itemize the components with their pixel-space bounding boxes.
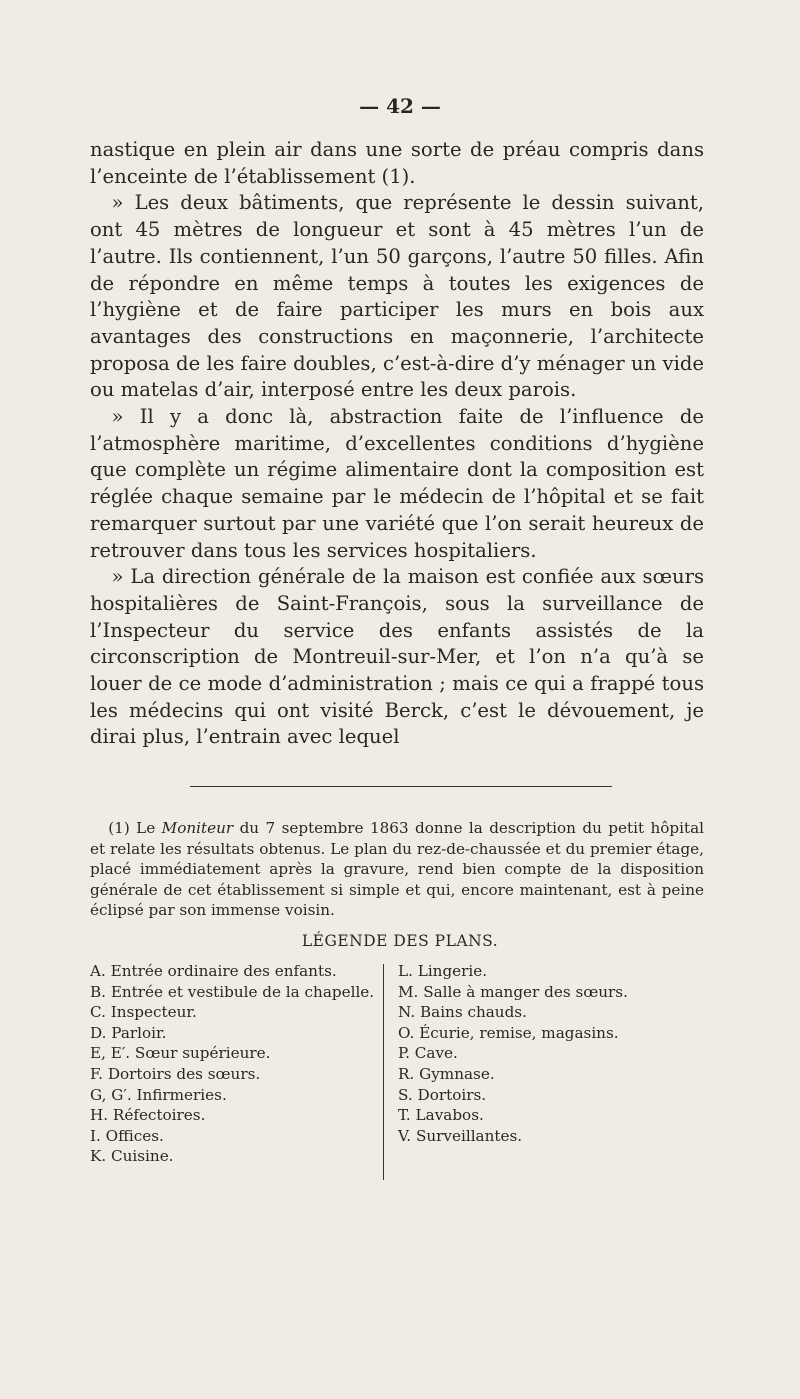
legend-item: V. Surveillantes. (398, 1126, 523, 1145)
footnote-divider (190, 786, 612, 787)
legend-item: I. Offices. (90, 1126, 164, 1145)
paragraph-continuation: nastique en plein air dans une sorte de préau compris dans l’enceinte de l’établissement (1). (90, 138, 704, 188)
legend-item: O. Écurie, remise, magasins. (398, 1023, 619, 1042)
legend-right-column (398, 961, 698, 1146)
legend-item: S. Dortoirs. (398, 1085, 487, 1104)
paragraph-direction: » La direction générale de la maison est confiée aux sœurs hospitalières de Saint-François, sous la surveillance de l’Inspecteur du service des enfants assistés de la circonscription de Montreuil-sur-Mer, et l’on n’a qu’à se louer de ce mode d’administration ; mais ce qui a frappé tous les médecins qui ont visité Berck, c’est le dévouement, je dirai plus, l’entrain avec lequel (90, 565, 704, 749)
paragraph-hygiene: » Il y a donc là, abstraction faite de l’influence de l’atmosphère maritime, d’excellentes conditions d’hygiène que complète un régime alimentaire dont la composition est réglée chaque semaine par le médecin de l’hôpital et se fait remarquer surtout par une variété que l’on serait heureux de retrouver dans tous les services hospitaliers. (90, 405, 704, 562)
legend-divider (383, 964, 384, 1180)
legend-item: E, E′. Sœur supérieure. (90, 1044, 271, 1063)
footnote-journal: Moniteur (161, 819, 234, 837)
legend-item: N. Bains chauds. (398, 1003, 527, 1022)
legend-item: C. Inspecteur. (90, 1003, 197, 1022)
legend-item: G, G′. Infirmeries. (90, 1085, 227, 1104)
footnote-text: du 7 septembre 1863 donne la description du petit hôpital et relate les résultats obtenus. Le plan du rez-de-chaussée et du premier étage, placé immédiatement après la gravure, rend bien compte de la disposition générale de cet établissement si simple et qui, encore maintenant, est à peine éclipsé par son immense voisin. (90, 819, 704, 919)
footnote-marker: (1) Le (108, 819, 156, 837)
footnote (90, 818, 704, 921)
legend-item: F. Dortoirs des sœurs. (90, 1064, 261, 1083)
legend-item: H. Réfectoires. (90, 1106, 206, 1125)
legend-item: D. Parloir. (90, 1023, 167, 1042)
legend-item: P. Cave. (398, 1044, 458, 1063)
legend-item: K. Cuisine. (90, 1147, 174, 1166)
legend-title: LÉGENDE DES PLANS. (301, 932, 499, 950)
page-number: — 42 — (359, 94, 441, 118)
main-text (90, 137, 704, 751)
legend-item: T. Lavabos. (398, 1106, 484, 1125)
legend-item: L. Lingerie. (398, 962, 488, 980)
paragraph-buildings: » Les deux bâtiments, que représente le dessin suivant, ont 45 mètres de longueur et sont à 45 mètres l’un de l’autre. Ils contiennent, l’un 50 garçons, l’autre 50 filles. Afin de répondre en même temps à toutes les exigences de l’hygiène et de faire participer les murs en bois aux avantages des constructions en maçonnerie, l’architecte proposa de les faire doubles, c’est-à-dire d’y ménager un vide ou matelas d’air, interposé entre les deux parois. (90, 191, 704, 402)
legend-left-column (90, 961, 375, 1167)
legend-item: A. Entrée ordinaire des enfants. (90, 962, 337, 980)
legend-item: M. Salle à manger des sœurs. (398, 982, 628, 1001)
legend-item: B. Entrée et vestibule de la chapelle. (90, 982, 375, 1001)
legend-item: R. Gymnase. (398, 1064, 495, 1083)
